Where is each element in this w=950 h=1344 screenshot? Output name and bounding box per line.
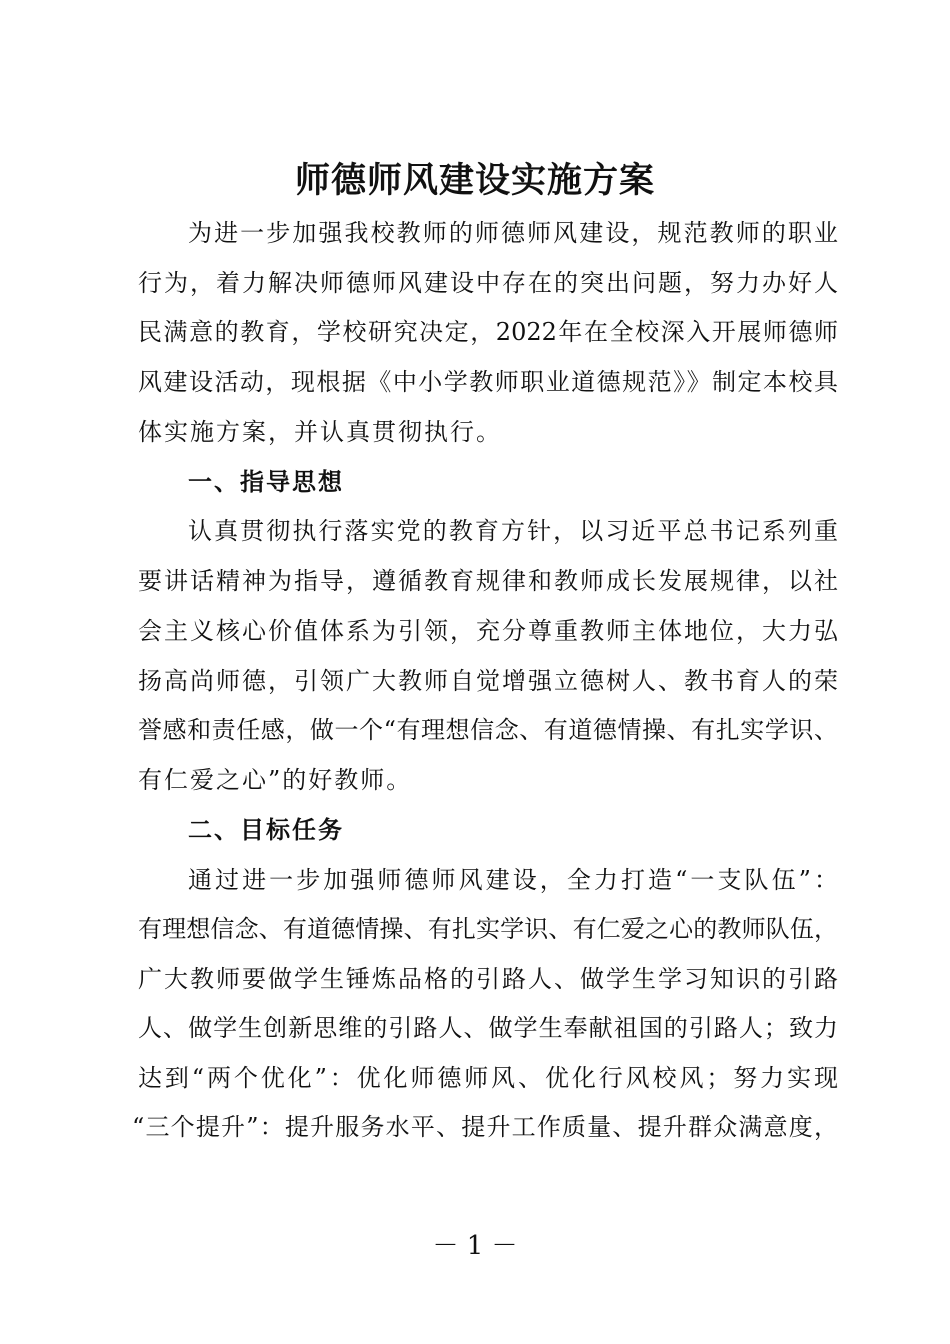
paragraph-line: 有理想信念、有道德情操、有扎实学识、有仁爱之心的教师队伍， [138, 915, 838, 943]
document-title: 师德师风建设实施方案 [294, 161, 655, 201]
paragraph-line: 风建设活动，现根据《中小学教师职业道德规范》》制定本校具 [138, 368, 838, 396]
paragraph-line: 为进一步加强我校教师的师德师风建设，规范教师的职业 [188, 219, 838, 247]
paragraph-line: 体实施方案，并认真贯彻执行。 [138, 418, 502, 446]
page-number: － 1 － [432, 1231, 518, 1261]
section-heading-guiding-ideology: 一、指导思想 [188, 468, 344, 496]
paragraph-line: 行为，着力解决师德师风建设中存在的突出问题，努力办好人 [138, 269, 838, 297]
paragraph-line: 通过进一步加强师德师风建设，全力打造“一支队伍”： [188, 866, 838, 894]
paragraph-line: 扬高尚师德，引领广大教师自觉增强立德树人、教书育人的荣 [138, 667, 838, 695]
paragraph-line: 认真贯彻执行落实党的教育方针，以习近平总书记系列重 [188, 517, 838, 545]
paragraph-line: 有仁爱之心”的好教师。 [138, 766, 413, 794]
paragraph-line: 人、做学生创新思维的引路人、做学生奉献祖国的引路人；致力 [138, 1014, 838, 1042]
section-heading-goals-tasks: 二、目标任务 [188, 816, 344, 844]
paragraph-line: 要讲话精神为指导，遵循教育规律和教师成长发展规律，以社 [138, 567, 838, 595]
paragraph-line: 会主义核心价值体系为引领，充分尊重教师主体地位，大力弘 [138, 617, 838, 645]
paragraph-line: 誉感和责任感，做一个“有理想信念、有道德情操、有扎实学识、 [138, 716, 838, 744]
paragraph-line: “三个提升”：提升服务水平、提升工作质量、提升群众满意度， [132, 1113, 838, 1141]
paragraph-line: 民满意的教育，学校研究决定，2022年在全校深入开展师德师 [138, 318, 838, 346]
paragraph-line: 广大教师要做学生锤炼品格的引路人、做学生学习知识的引路 [138, 965, 838, 993]
paragraph-line: 达到“两个优化”：优化师德师风、优化行风校风；努力实现 [138, 1064, 838, 1092]
